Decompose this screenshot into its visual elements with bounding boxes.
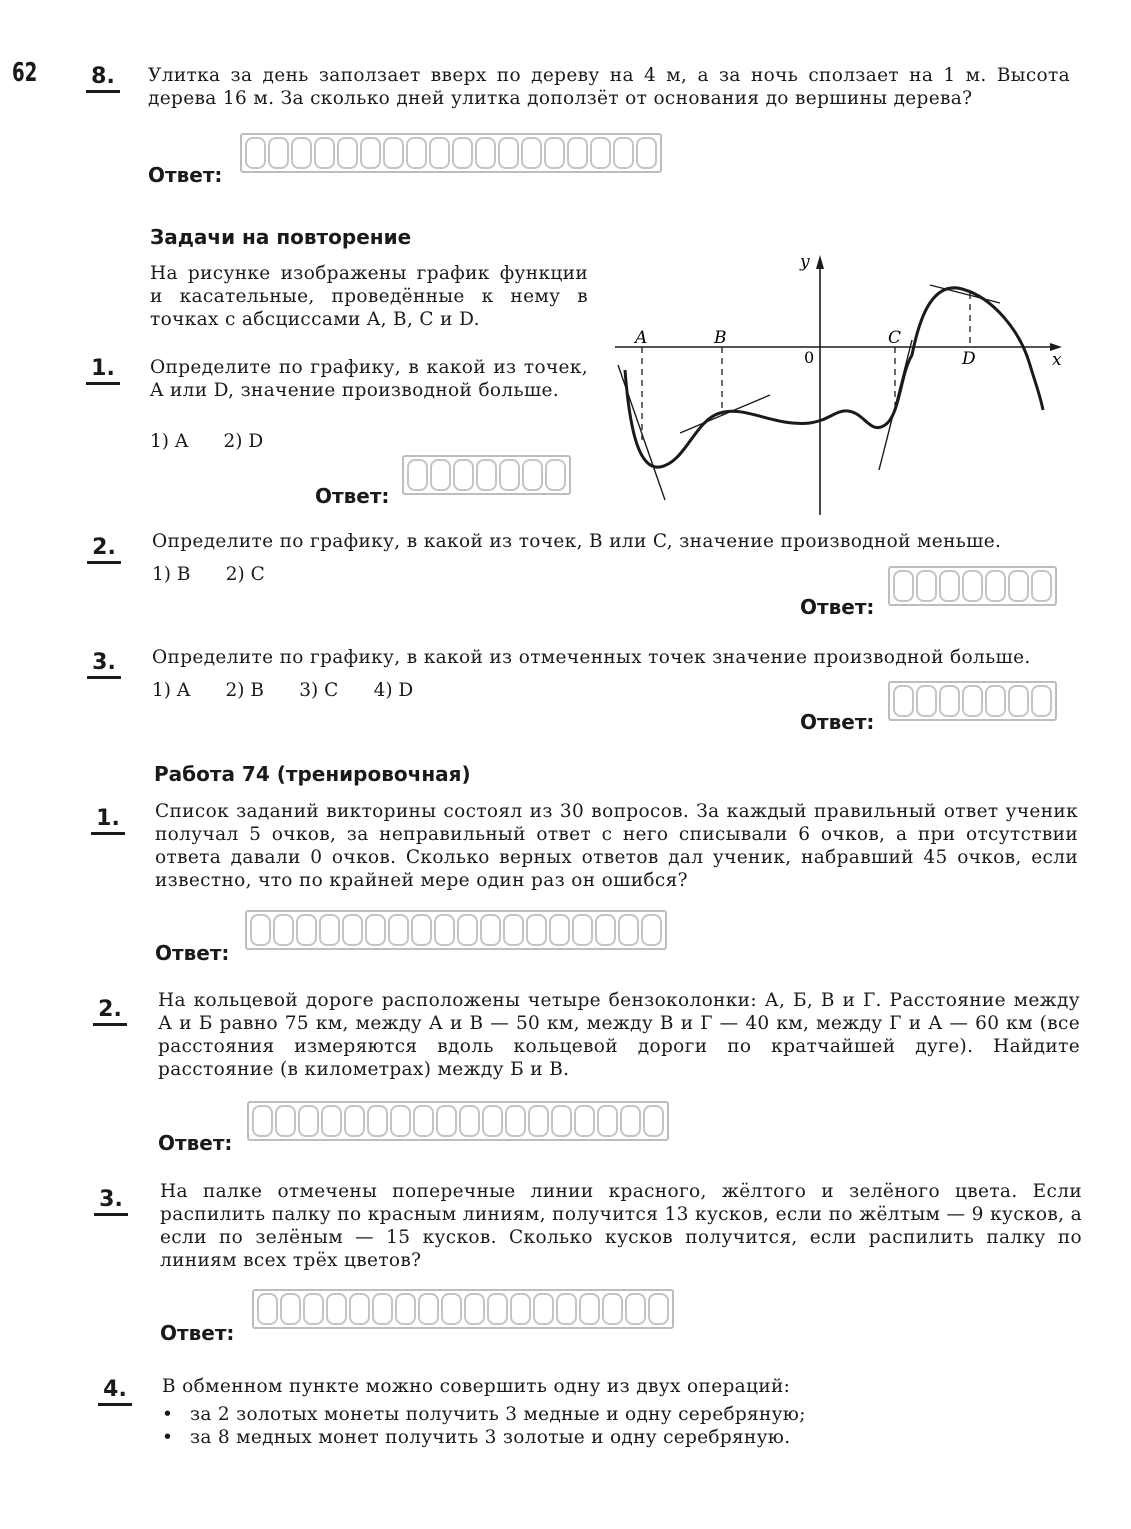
answer-cell[interactable] <box>916 685 937 717</box>
q8-answer-label: Ответ: <box>148 163 223 187</box>
answer-cell[interactable] <box>893 570 914 602</box>
page-number: 62 <box>12 58 38 88</box>
question-8-number: 8. <box>86 64 120 93</box>
review-q3-options: 1) A 2) B 3) C 4) D <box>152 680 414 701</box>
answer-cell[interactable] <box>526 914 547 946</box>
answer-cell[interactable] <box>985 570 1006 602</box>
answer-cell[interactable] <box>342 914 363 946</box>
review-q2-number: 2. <box>87 535 121 564</box>
answer-cell[interactable] <box>595 914 616 946</box>
review-q2-answer-cells[interactable] <box>888 566 1057 606</box>
work74-q1-text: Список заданий викторины состоял из 30 вопросов. За каждый правильный ответ ученик получал 5 очков, за неправильный ответ с него списывали 6 очков, а при отсутствии ответа давали 0 очков. Сколько верных ответов дал ученик, набравший 45 очков, если известно, что по крайней мере один раз он ошибся? <box>155 801 1078 891</box>
answer-cell[interactable] <box>572 914 593 946</box>
answer-cell[interactable] <box>365 914 386 946</box>
answer-cell[interactable] <box>273 914 294 946</box>
answer-cell[interactable] <box>503 914 524 946</box>
point-label-a: A <box>635 328 648 348</box>
answer-cell[interactable] <box>411 914 432 946</box>
list-item: • за 8 медных монет получить 3 золотые и одну серебряную. <box>162 1426 1062 1449</box>
answer-cell[interactable] <box>349 1293 370 1325</box>
answer-cell[interactable] <box>459 1105 480 1137</box>
answer-cell[interactable] <box>620 1105 641 1137</box>
answer-cell[interactable] <box>597 1105 618 1137</box>
work74-q2-answer-label: Ответ: <box>158 1131 233 1155</box>
answer-cell[interactable] <box>252 1105 273 1137</box>
work74-q1-answer-cells[interactable] <box>245 910 667 950</box>
answer-cell[interactable] <box>319 914 340 946</box>
answer-cell[interactable] <box>545 459 566 491</box>
answer-cell[interactable] <box>268 137 289 169</box>
answer-cell[interactable] <box>551 1105 572 1137</box>
answer-cell[interactable] <box>453 459 474 491</box>
answer-cell[interactable] <box>482 1105 503 1137</box>
work74-q1-number: 1. <box>91 806 125 835</box>
answer-cell[interactable] <box>321 1105 342 1137</box>
answer-cell[interactable] <box>613 137 634 169</box>
answer-cell[interactable] <box>250 914 271 946</box>
function-curve <box>625 288 1043 467</box>
answer-cell[interactable] <box>441 1293 462 1325</box>
answer-cell[interactable] <box>574 1105 595 1137</box>
answer-cell[interactable] <box>245 137 266 169</box>
answer-cell[interactable] <box>985 685 1006 717</box>
answer-cell[interactable] <box>360 137 381 169</box>
answer-cell[interactable] <box>429 137 450 169</box>
answer-cell[interactable] <box>476 459 497 491</box>
work74-q1-answer-label: Ответ: <box>155 941 230 965</box>
answer-cell[interactable] <box>636 137 657 169</box>
list-item: • за 2 золотых монеты получить 3 медные и одну серебряную; <box>162 1403 1062 1426</box>
answer-cell[interactable] <box>544 137 565 169</box>
answer-cell[interactable] <box>337 137 358 169</box>
answer-cell[interactable] <box>916 570 937 602</box>
answer-cell[interactable] <box>549 914 570 946</box>
work74-q2-text: На кольцевой дороге расположены четыре бензоколонки: А, Б, В и Г. Расстояние между А и Б равно 75 км, между А и В — 50 км, между В и Г — 40 км, между Г и А — 60 км (все расстояния измеряются вдоль кольцевой дороги по кратчайшей дуге). Найдите расстояние (в километрах) между Б и В. <box>158 990 1080 1080</box>
answer-cell[interactable] <box>939 570 960 602</box>
x-axis-label: x <box>1052 350 1062 370</box>
work74-q3-answer-label: Ответ: <box>160 1321 235 1345</box>
q8-answer-cells[interactable] <box>240 133 662 173</box>
answer-cell[interactable] <box>326 1293 347 1325</box>
answer-cell[interactable] <box>390 1105 411 1137</box>
review-intro-text: На рисунке изображены график функции и касательные, проведённые к нему в точках с абсциссами A, B, C и D. <box>150 263 588 330</box>
review-q3-answer-label: Ответ: <box>800 710 875 734</box>
answer-cell[interactable] <box>480 914 501 946</box>
work74-q4-number: 4. <box>98 1377 132 1406</box>
answer-cell[interactable] <box>590 137 611 169</box>
answer-cell[interactable] <box>522 459 543 491</box>
answer-cell[interactable] <box>1008 685 1029 717</box>
review-q2-options: 1) B 2) C <box>152 564 265 585</box>
answer-cell[interactable] <box>372 1293 393 1325</box>
answer-cell[interactable] <box>298 1105 319 1137</box>
answer-cell[interactable] <box>257 1293 278 1325</box>
answer-cell[interactable] <box>641 914 662 946</box>
review-q1-answer-cells[interactable] <box>402 455 571 495</box>
answer-cell[interactable] <box>367 1105 388 1137</box>
answer-cell[interactable] <box>579 1293 600 1325</box>
answer-cell[interactable] <box>505 1105 526 1137</box>
point-label-b: B <box>714 328 727 348</box>
answer-cell[interactable] <box>303 1293 324 1325</box>
answer-cell[interactable] <box>648 1293 669 1325</box>
answer-cell[interactable] <box>296 914 317 946</box>
answer-cell[interactable] <box>275 1105 296 1137</box>
answer-cell[interactable] <box>533 1293 554 1325</box>
work74-q2-number: 2. <box>93 997 127 1026</box>
answer-cell[interactable] <box>487 1293 508 1325</box>
work74-q3-number: 3. <box>94 1187 128 1216</box>
y-axis-arrow-icon <box>816 255 824 269</box>
answer-cell[interactable] <box>407 459 428 491</box>
answer-cell[interactable] <box>436 1105 457 1137</box>
answer-cell[interactable] <box>475 137 496 169</box>
answer-cell[interactable] <box>406 137 427 169</box>
answer-cell[interactable] <box>962 570 983 602</box>
work74-q2-answer-cells[interactable] <box>247 1101 669 1141</box>
answer-cell[interactable] <box>434 914 455 946</box>
point-label-c: C <box>888 328 902 348</box>
answer-cell[interactable] <box>962 685 983 717</box>
review-q1-answer-label: Ответ: <box>315 484 390 508</box>
answer-cell[interactable] <box>418 1293 439 1325</box>
answer-cell[interactable] <box>395 1293 416 1325</box>
answer-cell[interactable] <box>1031 570 1052 602</box>
answer-cell[interactable] <box>452 137 473 169</box>
work74-q4-text: В обменном пункте можно совершить одну из двух операций: <box>162 1376 791 1397</box>
answer-cell[interactable] <box>510 1293 531 1325</box>
review-q2-answer-label: Ответ: <box>800 595 875 619</box>
tangent-line-d <box>930 285 1000 303</box>
answer-cell[interactable] <box>430 459 451 491</box>
question-8-text: Улитка за день заползает вверх по дереву на 4 м, а за ночь сползает на 1 м. Высота дерева 16 м. За сколько дней улитка доползёт от основания до вершины дерева? <box>148 65 1070 109</box>
work74-q3-answer-cells[interactable] <box>252 1289 674 1329</box>
review-q3-text: Определите по графику, в какой из отмеченных точек значение производной больше. <box>152 647 1031 668</box>
review-q3-number: 3. <box>87 650 121 679</box>
answer-cell[interactable] <box>602 1293 623 1325</box>
answer-cell[interactable] <box>291 137 312 169</box>
answer-cell[interactable] <box>1008 570 1029 602</box>
answer-cell[interactable] <box>939 685 960 717</box>
point-label-d: D <box>962 349 976 369</box>
answer-cell[interactable] <box>314 137 335 169</box>
answer-cell[interactable] <box>464 1293 485 1325</box>
answer-cell[interactable] <box>457 914 478 946</box>
answer-cell[interactable] <box>344 1105 365 1137</box>
answer-cell[interactable] <box>556 1293 577 1325</box>
answer-cell[interactable] <box>625 1293 646 1325</box>
answer-cell[interactable] <box>388 914 409 946</box>
answer-cell[interactable] <box>893 685 914 717</box>
y-axis-label: y <box>800 252 810 272</box>
review-section-title: Задачи на повторение <box>150 225 412 249</box>
review-q1-options: 1) A 2) D <box>150 431 264 452</box>
function-graph <box>600 245 1080 520</box>
answer-cell[interactable] <box>643 1105 664 1137</box>
answer-cell[interactable] <box>498 137 519 169</box>
review-q1-number: 1. <box>86 356 120 385</box>
work74-title: Работа 74 (тренировочная) <box>154 762 471 786</box>
answer-cell[interactable] <box>618 914 639 946</box>
answer-cell[interactable] <box>413 1105 434 1137</box>
review-q2-text: Определите по графику, в какой из точек, B или C, значение производной меньше. <box>152 531 1002 552</box>
answer-cell[interactable] <box>1031 685 1052 717</box>
answer-cell[interactable] <box>499 459 520 491</box>
answer-cell[interactable] <box>280 1293 301 1325</box>
answer-cell[interactable] <box>528 1105 549 1137</box>
answer-cell[interactable] <box>383 137 404 169</box>
work74-q3-text: На палке отмечены поперечные линии красного, жёлтого и зелёного цвета. Если распилить палку по красным линиям, получится 13 кусков, если по жёлтым — 9 кусков, а если по зелёным — 15 кусков. Сколько кусков получится, если распилить палку по линиям всех трёх цветов? <box>160 1181 1082 1271</box>
review-q3-answer-cells[interactable] <box>888 681 1057 721</box>
origin-label: 0 <box>804 348 815 367</box>
review-q1-text: Определите по графику, в какой из точек, A или D, значение производной больше. <box>150 357 588 401</box>
work74-q4-bullets <box>162 1403 1062 1449</box>
answer-cell[interactable] <box>521 137 542 169</box>
answer-cell[interactable] <box>567 137 588 169</box>
